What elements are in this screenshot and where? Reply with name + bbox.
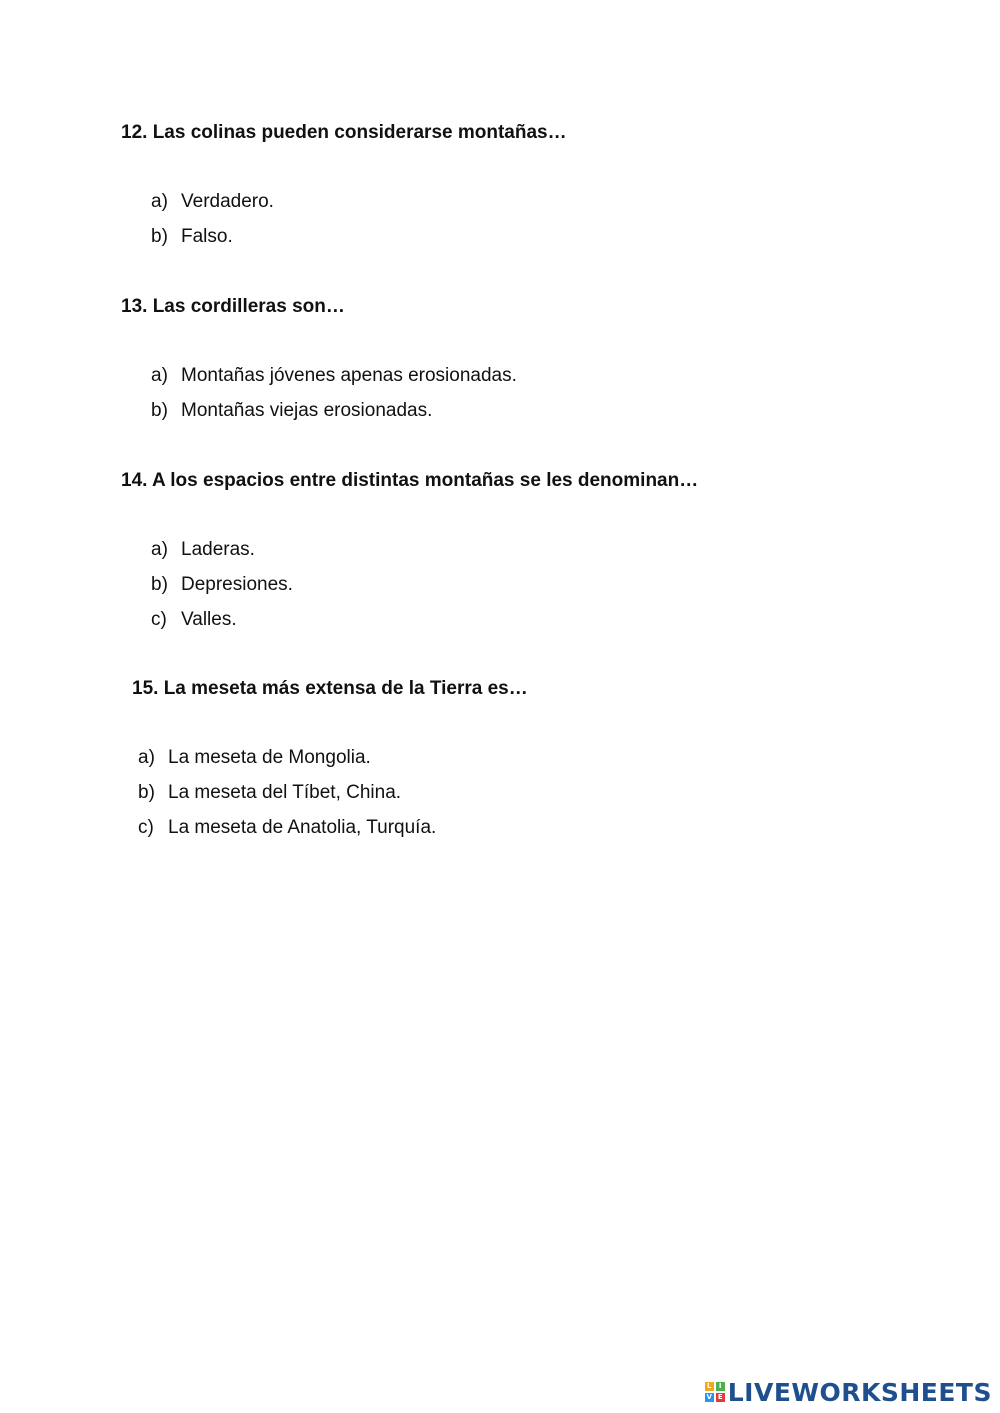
logo-mark-letter-i: I xyxy=(716,1382,725,1391)
logo-mark-letter-v: V xyxy=(706,1393,712,1401)
option-letter: b) xyxy=(151,400,168,421)
option-text: Montañas jóvenes apenas erosionadas. xyxy=(181,365,517,386)
option-text: La meseta de Mongolia. xyxy=(168,747,371,768)
logo-mark-letter-l: L xyxy=(705,1382,714,1391)
option-letter: a) xyxy=(151,539,168,560)
option-letter: a) xyxy=(138,747,155,768)
option-text: Valles. xyxy=(181,609,237,630)
option-letter: a) xyxy=(151,191,168,212)
question-14-title: 14. A los espacios entre distintas montañas se les denominan… xyxy=(121,470,699,491)
option-text: Laderas. xyxy=(181,539,255,560)
option-text: La meseta de Anatolia, Turquía. xyxy=(168,817,437,838)
question-14-option-a[interactable] xyxy=(151,538,255,562)
option-text: Verdadero. xyxy=(181,191,274,212)
liveworksheets-mark-icon xyxy=(705,1382,725,1402)
option-letter: b) xyxy=(151,226,168,247)
question-15-option-b[interactable] xyxy=(138,781,401,805)
question-15-title: 15. La meseta más extensa de la Tierra es… xyxy=(132,678,528,699)
option-letter: b) xyxy=(138,782,155,803)
question-15-option-c[interactable] xyxy=(138,816,436,840)
question-14-option-c[interactable] xyxy=(151,608,237,632)
option-letter: c) xyxy=(151,609,167,630)
question-12-option-b[interactable] xyxy=(151,225,233,249)
question-13-title: 13. Las cordilleras son… xyxy=(121,296,345,317)
option-text: Depresiones. xyxy=(181,574,293,595)
liveworksheets-logo xyxy=(705,1377,992,1407)
question-14-option-b[interactable] xyxy=(151,573,293,597)
option-letter: a) xyxy=(151,365,168,386)
liveworksheets-wordmark: LIVEWORKSHEETS xyxy=(727,1377,992,1407)
option-text: La meseta del Tíbet, China. xyxy=(168,782,402,803)
option-text: Falso. xyxy=(181,226,233,247)
question-12-option-a[interactable] xyxy=(151,190,274,214)
option-letter: b) xyxy=(151,574,168,595)
option-letter: c) xyxy=(138,817,154,838)
question-12-title: 12. Las colinas pueden considerarse montañas… xyxy=(121,122,567,143)
question-13-option-a[interactable] xyxy=(151,364,517,388)
question-13-option-b[interactable] xyxy=(151,399,432,423)
question-15-option-a[interactable] xyxy=(138,746,371,770)
logo-mark-letter-e: E xyxy=(716,1393,725,1402)
option-text: Montañas viejas erosionadas. xyxy=(181,400,433,421)
